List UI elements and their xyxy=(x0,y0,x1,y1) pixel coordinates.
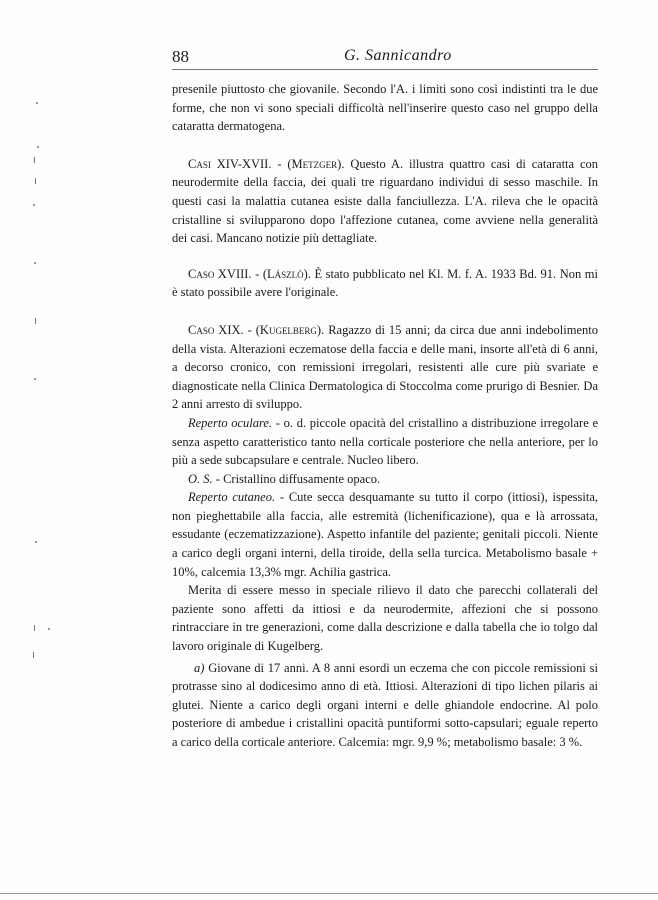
paragraph-continuation: presenile piuttosto che giovanile. Secondo l'A. i limiti sono così indistinti tra le due forme, che non vi sono speciali difficoltà nell'inserire questo caso nel gruppo della cataratta dermatogena. xyxy=(172,82,598,134)
paragraph-caso-xix: Caso XIX. - (Kugelberg). Ragazzo di 15 anni; da circa due anni indebolimento della vista. Alterazioni eczematose della faccia e delle mani, insorte all'età di 6 anni, a decorso cronico, con remissioni irregolari, resistenti alle cure più svariate e diagnosticate nella Clinica Dermatologica di Stoccolma come prurigo di Besnier. Da 2 anni arresto di sviluppo. xyxy=(172,322,598,412)
section-text: Giovane di 17 anni. A 8 anni esordì un eczema che con piccole remissioni si protrasse sino al dodicesimo anno di età. Ittiosi. Alterazioni di tipo lichen pilaris ai glutei. Niente a carico degli organi interni e delle ghiandole endocrine. Al polo posteriore di ambedue i cristallini opacità puntiformi sotto-capsulari; eguale reperto a carico della corticale anteriore. Calcemia: mgr. 9,9 %; metabolismo basale: 3 %. xyxy=(172,660,598,749)
section-text: - o. d. piccole opacità del cristallino a distribuzione irregolare e senza aspetto caratteristico tanto nella corticale posteriore che nella anteriore, per lo più a sede subcapsulare e centrale. Nucleo libero. xyxy=(172,415,598,468)
scan-bottom-edge xyxy=(0,893,658,894)
scan-speck xyxy=(35,318,36,324)
case-text: È stato pubblicato nel Kl. M. f. A. 1933 Bd. 91. Non mi è stato possibile avere l'originale. xyxy=(172,266,598,300)
scan-speck xyxy=(34,262,36,264)
scan-speck xyxy=(34,157,35,163)
paragraph-casi-xiv-xvii: Casi XIV-XVII. - (Metzger). Questo A. illustra quattro casi di cataratta con neurodermite della faccia, dei quali tre riguardano individui di sesso maschile. In questi casi la malattia cutanea esiste dalla fanciullezza. L'A. rileva che le opacità cristalline si svilupparono dopo l'affezione cutanea, come avviene nella generalità dei casi. Mancano notizie più dettagliate. xyxy=(172,156,599,246)
page-header xyxy=(172,47,598,70)
paragraph-reperto-cutaneo xyxy=(172,488,598,581)
paragraph-a xyxy=(172,659,598,752)
case-number: Caso XVIII. xyxy=(188,266,252,281)
scan-speck xyxy=(34,625,35,631)
section-label: a) xyxy=(194,660,205,675)
scan-speck xyxy=(34,378,36,380)
page-number: 88 xyxy=(172,47,189,66)
case-author: (Metzger). xyxy=(287,156,345,171)
section-label: Reperto cutaneo. xyxy=(188,490,276,505)
scan-speck xyxy=(35,178,36,184)
scan-speck xyxy=(33,204,35,206)
case-author: (Lászlò). xyxy=(262,266,311,281)
scan-speck xyxy=(35,541,37,543)
case-number: Casi XIV-XVII. xyxy=(188,156,272,171)
running-head: G. Sannicandro xyxy=(344,47,452,64)
section-label: O. S. xyxy=(188,471,213,486)
scan-speck xyxy=(33,652,34,658)
scan-speck xyxy=(36,102,38,104)
case-author: (Kugelberg). xyxy=(255,322,325,337)
paragraph-reperto-oculare xyxy=(172,414,598,470)
section-label: Reperto oculare. xyxy=(188,415,273,430)
body-text xyxy=(172,80,598,752)
paragraph-os xyxy=(172,470,598,489)
scan-speck xyxy=(37,146,39,148)
scan-speck xyxy=(48,628,50,630)
section-text: - Cristallino diffusamente opaco. xyxy=(212,471,381,486)
case-text: Ragazzo di 15 anni; da circa due anni indebolimento della vista. Alterazioni eczematose della faccia e delle mani, insorte all'età di 6 anni, a decorso cronico, con remissioni irregolari, resistenti alle cure più svariate e diagnosticate nella Clinica Dermatologica di Stoccolma come prurigo di Besnier. Da 2 anni arresto di sviluppo. xyxy=(172,322,598,412)
paragraph-caso-xviii: Caso XVIII. - (Lászlò). È stato pubblicato nel Kl. M. f. A. 1933 Bd. 91. Non mi è stato possibile avere l'originale. xyxy=(172,266,598,300)
section-text: - Cute secca desquamante su tutto il corpo (ittiosi), ispessita, non pieghettabile alla faccia, alle estremità (lichenificazione), qua e là arrossata, essudante (eczematizzazione). Aspetto infantile del paziente; genitali piccoli. Niente a carico degli organi interni, della tiroide, della sella turcica. Metabolismo basale + 10%, calcemia 13,3% mgr. Achilia gastrica. xyxy=(172,490,599,579)
paragraph-merita: Merita di essere messo in speciale rilievo il dato che parecchi collaterali del paziente sono affetti da ittiosi e da neurodermite, affezioni che si possono rintracciare in tre generazioni, come dalla descrizione e dalla tabella che io tolgo dal lavoro originale di Kugelberg. xyxy=(172,583,598,654)
case-number: Caso XIX. xyxy=(188,322,244,337)
case-text: Questo A. illustra quattro casi di cataratta con neurodermite della faccia, dei quali tre riguardano individui di sesso maschile. In questi casi la malattia cutanea esiste dalla fanciullezza. L'A. rileva che le opacità cristalline si svilupparono dopo l'affezione cutanea, come avviene nella generalità dei casi. Mancano notizie più dettagliate. xyxy=(172,156,599,246)
